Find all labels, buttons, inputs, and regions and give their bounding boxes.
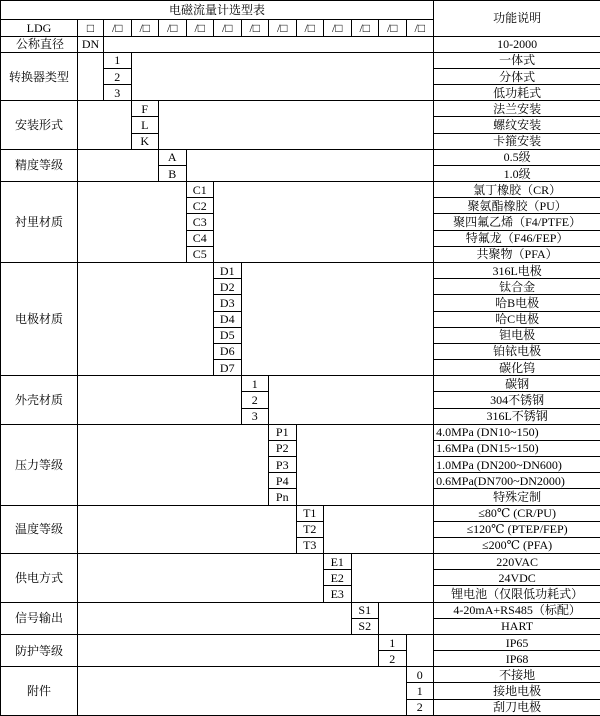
option-desc-cell: 氯丁橡胶（CR） (434, 182, 600, 198)
section-row (1, 149, 600, 165)
option-desc-cell: 螺纹安装 (434, 117, 600, 133)
section-row (1, 602, 600, 618)
section-row (1, 262, 600, 278)
option-desc-cell: 铂铱电极 (434, 343, 600, 359)
category-label: 转换器类型 (1, 52, 78, 101)
category-label: 供电方式 (1, 554, 78, 603)
model-slot-cell: /□ (379, 20, 407, 36)
option-desc-cell: 碳化钨 (434, 360, 600, 376)
option-desc-cell: 1.0级 (434, 165, 600, 181)
option-code-cell: 1 (241, 376, 269, 392)
option-code-cell: S1 (351, 602, 379, 618)
section-row (1, 634, 600, 650)
model-slot-cell: /□ (159, 20, 187, 36)
option-code-cell: 3 (104, 85, 132, 101)
option-desc-cell: 锂电池（仅限低功耗式） (434, 586, 600, 602)
option-desc-cell: ≤200℃ (PFA) (434, 537, 600, 553)
option-code-cell: 2 (379, 651, 407, 667)
option-desc-cell: 分体式 (434, 68, 600, 84)
category-label: 附件 (1, 667, 78, 716)
option-code-cell: C5 (186, 246, 214, 262)
left-spacer-cell (78, 505, 297, 554)
model-slot-cell: /□ (131, 20, 159, 36)
left-spacer-cell (78, 101, 132, 150)
option-code-cell: D7 (214, 360, 242, 376)
option-code-cell: C2 (186, 198, 214, 214)
option-desc-cell: 1.0MPa (DN200~DN600) (434, 457, 600, 473)
option-code-cell: K (131, 133, 159, 149)
left-spacer-cell (78, 149, 159, 181)
left-spacer-cell (78, 554, 324, 603)
right-spacer-cell (351, 554, 434, 603)
option-desc-cell: IP68 (434, 651, 600, 667)
option-desc-cell: 哈C电极 (434, 311, 600, 327)
option-code-cell: E1 (324, 554, 352, 570)
option-desc-cell: IP65 (434, 634, 600, 650)
model-slot-cell: /□ (296, 20, 324, 36)
option-code-cell: P2 (269, 440, 297, 456)
option-desc-cell: 法兰安装 (434, 101, 600, 117)
title-row (1, 1, 600, 20)
category-label: 信号输出 (1, 602, 78, 634)
right-spacer-cell (269, 376, 434, 425)
option-code-cell: P4 (269, 473, 297, 489)
model-slot-cell: /□ (186, 20, 214, 36)
category-label: 衬里材质 (1, 182, 78, 263)
section-row (1, 505, 600, 521)
option-code-cell: T3 (296, 537, 324, 553)
option-code-cell: D4 (214, 311, 242, 327)
option-code-cell: Pn (269, 489, 297, 505)
option-code-cell: S2 (351, 618, 379, 634)
right-spacer-cell (296, 424, 434, 505)
option-desc-cell: ≤120℃ (PTEP/FEP) (434, 521, 600, 537)
option-desc-cell: 钛合金 (434, 279, 600, 295)
right-spacer-cell (131, 52, 434, 101)
category-label: 外壳材质 (1, 376, 78, 425)
model-slot-cell: /□ (241, 20, 269, 36)
option-code-cell: 2 (104, 68, 132, 84)
option-desc-cell: 0.6MPa(DN700~DN2000) (434, 473, 600, 489)
option-code-cell: 2 (406, 699, 434, 715)
category-label: 电极材质 (1, 262, 78, 375)
diameter-code-cell: DN (78, 36, 104, 52)
left-spacer-cell (78, 424, 269, 505)
option-desc-cell: 碳钢 (434, 376, 600, 392)
option-code-cell: D6 (214, 343, 242, 359)
model-slot-cell: /□ (269, 20, 297, 36)
option-code-cell: P1 (269, 424, 297, 440)
option-desc-cell: 卡箍安装 (434, 133, 600, 149)
right-spacer-cell (324, 505, 434, 554)
option-desc-cell: HART (434, 618, 600, 634)
option-code-cell: C3 (186, 214, 214, 230)
table-title: 电磁流量计选型表 (1, 1, 434, 20)
option-desc-cell: 接地电极 (434, 683, 600, 699)
option-desc-cell: 不接地 (434, 667, 600, 683)
option-desc-cell: 1.6MPa (DN15~150) (434, 440, 600, 456)
section-row (1, 101, 600, 117)
right-spacer-cell (214, 182, 434, 263)
option-code-cell: D3 (214, 295, 242, 311)
option-desc-cell: 共聚物（PFA） (434, 246, 600, 262)
option-code-cell: 3 (241, 408, 269, 424)
option-desc-cell: 316L电极 (434, 262, 600, 278)
category-label: 精度等级 (1, 149, 78, 181)
option-desc-cell: 一体式 (434, 52, 600, 68)
model-slot-cell: /□ (104, 20, 132, 36)
model-slot-cell: /□ (214, 20, 242, 36)
option-code-cell: T2 (296, 521, 324, 537)
right-spacer-cell (406, 634, 434, 666)
option-code-cell: E2 (324, 570, 352, 586)
option-desc-cell: 聚四氟乙烯（F4/PTFE） (434, 214, 600, 230)
right-spacer-cell (159, 101, 434, 150)
option-desc-cell: ≤80℃ (CR/PU) (434, 505, 600, 521)
option-code-cell: C1 (186, 182, 214, 198)
left-spacer-cell (78, 182, 187, 263)
option-code-cell: 1 (379, 634, 407, 650)
category-label: 温度等级 (1, 505, 78, 554)
option-code-cell: 2 (241, 392, 269, 408)
option-code-cell: D2 (214, 279, 242, 295)
option-code-cell: A (159, 149, 187, 165)
option-desc-cell: 0.5级 (434, 149, 600, 165)
model-slot-cell: /□ (324, 20, 352, 36)
left-spacer-cell (78, 602, 352, 634)
model-slot-cell: /□ (406, 20, 434, 36)
option-desc-cell: 特氟龙（F46/FEP） (434, 230, 600, 246)
model-slot-cell: /□ (351, 20, 379, 36)
section-row (1, 554, 600, 570)
left-spacer-cell (78, 667, 407, 716)
option-desc-cell: 哈B电极 (434, 295, 600, 311)
left-spacer-cell (78, 634, 379, 666)
option-desc-cell: 聚氨酯橡胶（PU） (434, 198, 600, 214)
option-desc-cell: 特殊定制 (434, 489, 600, 505)
option-desc-cell: 刮刀电极 (434, 699, 600, 715)
right-spacer-cell (241, 262, 434, 375)
option-code-cell: D5 (214, 327, 242, 343)
option-desc-cell: 4.0MPa (DN10~150) (434, 424, 600, 440)
section-row (1, 424, 600, 440)
function-column-header: 功能说明 (434, 1, 600, 37)
option-code-cell: L (131, 117, 159, 133)
option-code-cell: 1 (104, 52, 132, 68)
option-code-cell: T1 (296, 505, 324, 521)
category-label: 安装形式 (1, 101, 78, 150)
diameter-spacer-cell (104, 36, 434, 52)
option-code-cell: 1 (406, 683, 434, 699)
option-code-cell: C4 (186, 230, 214, 246)
section-row (1, 52, 600, 68)
option-code-cell: F (131, 101, 159, 117)
option-code-cell: D1 (214, 262, 242, 278)
option-desc-cell: 钽电极 (434, 327, 600, 343)
model-box-cell: □ (78, 20, 104, 36)
option-code-cell: P3 (269, 457, 297, 473)
section-row (1, 667, 600, 683)
diameter-desc-cell: 10-2000 (434, 36, 600, 52)
diameter-label: 公称直径 (1, 36, 78, 52)
diameter-row (1, 36, 600, 52)
category-label: 防护等级 (1, 634, 78, 666)
section-row (1, 182, 600, 198)
option-desc-cell: 低功耗式 (434, 85, 600, 101)
option-code-cell: E3 (324, 586, 352, 602)
option-code-cell: 0 (406, 667, 434, 683)
section-row (1, 376, 600, 392)
model-prefix: LDG (1, 20, 78, 36)
option-desc-cell: 304不锈钢 (434, 392, 600, 408)
right-spacer-cell (379, 602, 434, 634)
category-label: 压力等级 (1, 424, 78, 505)
option-desc-cell: 220VAC (434, 554, 600, 570)
left-spacer-cell (78, 262, 214, 375)
left-spacer-cell (78, 376, 242, 425)
option-code-cell: B (159, 165, 187, 181)
option-desc-cell: 24VDC (434, 570, 600, 586)
right-spacer-cell (186, 149, 434, 181)
left-spacer-cell (78, 52, 104, 101)
option-desc-cell: 316L不锈钢 (434, 408, 600, 424)
option-desc-cell: 4-20mA+RS485（标配） (434, 602, 600, 618)
